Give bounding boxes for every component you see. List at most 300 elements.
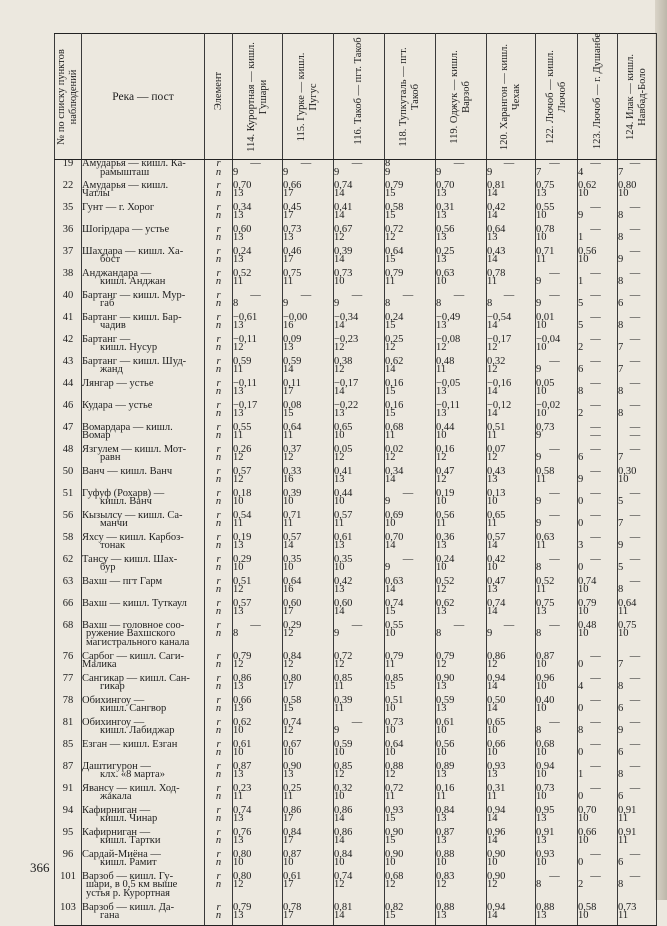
river-post-line: кишл. Лабиджар — [100, 725, 175, 737]
river-post-line: Вахш — пгт Гарм — [82, 575, 163, 587]
correlation-value: — — [629, 509, 641, 521]
header-station-115: 115. Гурке — кишл. Пугус — [283, 34, 334, 160]
river-post-cell — [82, 267, 205, 292]
correlation-value: 0,61 — [334, 531, 353, 543]
observation-count: 15 — [385, 835, 396, 847]
correlation-value: 0,82 — [385, 901, 404, 913]
correlation-value: 0,85 — [385, 672, 404, 684]
correlation-value: — — [629, 782, 641, 794]
element-symbol-r: r — [216, 597, 221, 609]
river-post-line: Тансу — кишл. Шах- — [82, 553, 178, 565]
correlation-value: 0,42 — [334, 575, 353, 587]
value-cell — [536, 672, 578, 697]
point-number-cell: 44 — [55, 380, 82, 402]
correlation-value: 0,61 — [233, 738, 252, 750]
element-symbol-n: n — [215, 606, 222, 618]
point-number-cell: 41 — [55, 314, 82, 336]
river-post-line: Лянгар — устье — [82, 377, 154, 389]
observation-count: 11 — [436, 791, 447, 803]
observation-count: 10 — [334, 430, 345, 442]
correlation-value: 0,35 — [334, 553, 353, 565]
observation-count: 9 — [536, 496, 542, 508]
correlation-value: 0,52 — [436, 575, 455, 587]
river-post-cell — [82, 487, 205, 512]
table-row — [55, 358, 657, 380]
correlation-value: 0,75 — [536, 179, 555, 191]
value-cell — [578, 672, 618, 697]
observation-count: 15 — [385, 386, 396, 398]
element-symbol-n: n — [215, 562, 222, 574]
observation-count: 11 — [487, 791, 498, 803]
observation-count: 10 — [436, 496, 447, 508]
value-cell — [487, 465, 536, 490]
correlation-value: 0,51 — [233, 575, 252, 587]
element-symbol-r: r — [216, 355, 221, 367]
correlation-value: 0,57 — [233, 597, 252, 609]
observation-count: 9 — [487, 628, 493, 640]
value-cell — [536, 267, 578, 292]
correlation-value: 0,84 — [283, 650, 302, 662]
correlation-value: 0,71 — [536, 245, 555, 257]
element-cell — [205, 355, 233, 380]
observation-count: 9 — [385, 166, 391, 178]
observation-count: 12 — [233, 584, 244, 596]
correlation-value: 0,89 — [436, 760, 455, 772]
element-cell — [205, 487, 233, 512]
element-cell — [205, 465, 233, 490]
correlation-value: — — [629, 487, 641, 499]
correlation-value: — — [629, 553, 641, 565]
correlation-value: −0,11 — [436, 399, 460, 411]
observation-count: 11 — [334, 703, 345, 715]
observation-count: 10 — [536, 681, 547, 693]
observation-count: 8 — [618, 386, 624, 398]
river-post-line: Сангикар — кишл. Сан- — [82, 672, 190, 684]
correlation-value: −0,11 — [233, 377, 257, 389]
correlation-value: 0,86 — [334, 826, 353, 838]
element-cell — [205, 575, 233, 600]
correlation-value: — — [629, 672, 641, 684]
correlation-value: 0,59 — [283, 355, 302, 367]
value-cell — [283, 848, 334, 873]
correlation-value: — — [590, 782, 601, 794]
value-cell — [334, 597, 385, 622]
table-row — [55, 675, 657, 697]
observation-count: 14 — [487, 681, 498, 693]
correlation-value: — — [629, 158, 641, 169]
correlation-value: — — [629, 738, 641, 750]
river-post-line: тонак — [100, 540, 126, 552]
river-post-line: Обихингоу — — [82, 716, 145, 728]
observation-count: 11 — [436, 518, 447, 530]
value-cell — [436, 901, 487, 926]
header-point-number: № по списку пунктов наблюдений — [55, 34, 82, 160]
correlation-value: 0,69 — [385, 509, 404, 521]
value-cell — [233, 179, 283, 204]
observation-count: 10 — [334, 562, 345, 574]
element-cell — [205, 738, 233, 763]
observation-count: 13 — [233, 769, 244, 781]
observation-count: 10 — [385, 857, 396, 869]
correlation-value: 0,50 — [487, 694, 506, 706]
table-row — [55, 719, 657, 741]
observation-count: 13 — [436, 188, 447, 200]
correlation-value: 0,62 — [385, 355, 404, 367]
value-cell — [334, 377, 385, 402]
table-row — [55, 785, 657, 807]
observation-count: 8 — [436, 628, 442, 640]
value-cell — [618, 804, 657, 829]
correlation-value: −0,17 — [487, 333, 512, 345]
correlation-value: — — [590, 158, 601, 169]
observation-count: 17 — [283, 835, 294, 847]
observation-count: 10 — [436, 430, 447, 442]
observation-count: 17 — [283, 813, 294, 825]
observation-count: 11 — [233, 430, 244, 442]
observation-count: 14 — [334, 606, 345, 618]
observation-count: 14 — [487, 835, 498, 847]
value-cell — [536, 650, 578, 675]
observation-count: — — [629, 430, 641, 442]
correlation-value: 0,59 — [233, 355, 252, 367]
correlation-value: 0,48 — [578, 619, 597, 631]
value-cell — [487, 848, 536, 873]
value-cell — [487, 201, 536, 226]
element-symbol-n: n — [215, 320, 222, 332]
value-cell — [487, 160, 536, 182]
correlation-value: — — [590, 201, 601, 213]
element-symbol-r: r — [216, 509, 221, 521]
correlation-value: — — [629, 694, 641, 706]
correlation-value: 0,87 — [233, 760, 252, 772]
observation-count: 11 — [618, 813, 629, 825]
value-cell — [385, 201, 436, 226]
element-symbol-n: n — [215, 857, 222, 869]
correlation-value: 0,66 — [233, 694, 252, 706]
observation-count: 14 — [283, 540, 294, 552]
observation-count: 10 — [536, 210, 547, 222]
correlation-value: 0,66 — [283, 179, 302, 191]
correlation-value: 0,73 — [385, 716, 404, 728]
element-symbol-r: r — [216, 201, 221, 213]
river-post-cell — [82, 597, 205, 622]
correlation-value: 0,34 — [233, 201, 252, 213]
value-cell — [283, 377, 334, 402]
value-cell — [385, 355, 436, 380]
value-cell — [385, 619, 436, 653]
value-cell — [578, 575, 618, 600]
observation-count: 15 — [385, 210, 396, 222]
value-cell — [233, 377, 283, 402]
observation-count: 13 — [233, 254, 244, 266]
value-cell — [233, 597, 283, 622]
element-symbol-r: r — [216, 760, 221, 772]
observation-count: 11 — [334, 681, 345, 693]
correlation-value: −0,11 — [233, 333, 257, 345]
correlation-value: −0,12 — [487, 399, 512, 411]
value-cell — [233, 201, 283, 226]
value-cell — [578, 848, 618, 873]
correlation-value: 0,41 — [334, 201, 353, 213]
value-cell — [487, 223, 536, 248]
correlation-value: 0,09 — [283, 333, 302, 345]
value-cell — [436, 267, 487, 292]
correlation-value: — — [549, 267, 560, 279]
observation-count: 1 — [578, 769, 584, 781]
value-cell — [487, 826, 536, 851]
point-number-cell: 43 — [55, 358, 82, 380]
observation-count: 10 — [334, 747, 345, 759]
value-cell — [283, 399, 334, 424]
element-symbol-r: r — [216, 267, 221, 279]
observation-count: 13 — [436, 320, 447, 332]
correlation-value: 0,05 — [536, 377, 555, 389]
value-cell — [618, 465, 657, 490]
observation-count: 14 — [385, 540, 396, 552]
observation-count: 9 — [385, 496, 391, 508]
correlation-value: 0,86 — [233, 672, 252, 684]
value-cell — [536, 597, 578, 622]
observation-count: 10 — [233, 747, 244, 759]
value-cell — [385, 245, 436, 270]
observation-count: 8 — [233, 628, 239, 640]
observation-count: 6 — [618, 747, 624, 759]
correlation-value: 0,64 — [487, 223, 506, 235]
observation-count: 6 — [618, 791, 624, 803]
observation-count: 3 — [578, 540, 584, 552]
value-cell — [436, 848, 487, 873]
observation-count: 15 — [385, 254, 396, 266]
observation-count: 15 — [385, 606, 396, 618]
value-cell — [283, 650, 334, 675]
value-cell — [536, 716, 578, 741]
observation-count: 10 — [436, 725, 447, 737]
value-cell — [385, 672, 436, 697]
value-cell — [233, 672, 283, 697]
correlation-value: 0,42 — [487, 553, 506, 565]
observation-count: 11 — [385, 791, 396, 803]
value-cell — [233, 443, 283, 468]
observation-count: 13 — [233, 408, 244, 420]
element-symbol-r: r — [216, 531, 221, 543]
value-cell — [283, 421, 334, 446]
value-cell — [233, 333, 283, 358]
value-cell — [536, 399, 578, 424]
correlation-value: 0,79 — [233, 650, 252, 662]
correlation-value: 0,58 — [578, 901, 597, 913]
value-cell — [436, 487, 487, 512]
value-cell — [536, 848, 578, 873]
river-post-line: Бартанг — кишл. Мур- — [82, 289, 186, 301]
point-number-cell: 37 — [55, 248, 82, 270]
correlation-value: 0,70 — [385, 531, 404, 543]
element-symbol-r: r — [216, 782, 221, 794]
value-cell — [233, 487, 283, 512]
table-row — [55, 424, 657, 446]
value-cell — [233, 267, 283, 292]
header-element: Элемент — [205, 34, 233, 160]
observation-count: 13 — [536, 606, 547, 618]
correlation-value: 0,62 — [578, 179, 597, 191]
observation-count: 9 — [233, 166, 239, 178]
value-cell — [487, 267, 536, 292]
value-cell — [536, 201, 578, 226]
table-row — [55, 248, 657, 270]
river-post-line: кишл. Нусур — [100, 342, 158, 354]
observation-count: 12 — [283, 628, 294, 640]
observation-count: 10 — [233, 562, 244, 574]
river-post-cell — [82, 826, 205, 851]
value-cell — [385, 760, 436, 785]
value-cell — [233, 870, 283, 904]
value-cell — [334, 267, 385, 292]
correlation-value: 0,62 — [233, 716, 252, 728]
value-cell — [487, 245, 536, 270]
observation-count: 8 — [536, 879, 542, 891]
table-row — [55, 270, 657, 292]
value-cell — [385, 531, 436, 556]
correlation-value: 0,70 — [578, 804, 597, 816]
table-row — [55, 160, 657, 182]
observation-count: 13 — [536, 910, 547, 922]
observation-count: 8 — [618, 681, 624, 693]
value-cell — [334, 870, 385, 904]
correlation-value: — — [629, 760, 641, 772]
observation-count: 10 — [334, 857, 345, 869]
correlation-value: 0,30 — [618, 465, 637, 477]
correlation-value: — — [351, 716, 363, 728]
value-cell — [487, 738, 536, 763]
value-cell — [233, 804, 283, 829]
observation-count: 10 — [618, 474, 629, 486]
observation-count: 9 — [618, 725, 624, 737]
value-cell — [334, 575, 385, 600]
element-symbol-n: n — [215, 364, 222, 376]
correlation-value: 0,59 — [334, 738, 353, 750]
point-number-cell: 38 — [55, 270, 82, 292]
correlation-value: 0,96 — [487, 826, 506, 838]
value-cell — [578, 245, 618, 270]
value-cell — [233, 575, 283, 600]
observation-count: 14 — [487, 320, 498, 332]
correlation-value: — — [549, 355, 560, 367]
value-cell — [487, 531, 536, 556]
observation-count: 16 — [283, 584, 294, 596]
correlation-value: 0,74 — [385, 597, 404, 609]
value-cell — [283, 179, 334, 204]
correlation-value: 0,73 — [536, 782, 555, 794]
observation-count: 14 — [487, 703, 498, 715]
header-station-122: 122. Лючоб — кишл. Лючоб — [536, 34, 578, 160]
river-post-cell — [82, 716, 205, 741]
observation-count: 13 — [487, 232, 498, 244]
observation-count: 6 — [578, 364, 584, 376]
element-symbol-n: n — [215, 910, 222, 922]
header-station-123: 123. Лючоб — г. Душанбе — [578, 34, 618, 160]
observation-count: 10 — [283, 562, 294, 574]
value-cell — [334, 509, 385, 534]
value-cell — [385, 465, 436, 490]
river-post-cell — [82, 289, 205, 314]
element-symbol-n: n — [215, 703, 222, 715]
observation-count: 13 — [436, 408, 447, 420]
value-cell — [283, 311, 334, 336]
value-cell — [436, 160, 487, 182]
correlation-value: −0,61 — [233, 311, 258, 323]
correlation-value: 0,52 — [233, 267, 252, 279]
correlation-value: 0,52 — [536, 575, 555, 587]
observation-count: 11 — [618, 910, 629, 922]
correlation-value: 0,47 — [487, 575, 506, 587]
correlation-value: 0,68 — [385, 421, 404, 433]
point-number-cell: 36 — [55, 226, 82, 248]
value-cell — [536, 760, 578, 785]
correlation-value: — — [629, 289, 641, 301]
observation-count: 0 — [578, 518, 584, 530]
correlation-value: 0,31 — [436, 201, 455, 213]
element-symbol-r: r — [216, 158, 221, 169]
correlation-value: 0,56 — [436, 509, 455, 521]
correlation-value: 0,80 — [233, 848, 252, 860]
observation-count: 9 — [487, 166, 493, 178]
value-cell — [578, 201, 618, 226]
correlation-value: 0,90 — [487, 848, 506, 860]
correlation-value: 0,64 — [618, 597, 637, 609]
value-cell — [283, 289, 334, 314]
river-post-line: Чатлы — [82, 188, 110, 200]
river-post-cell — [82, 650, 205, 675]
element-symbol-r: r — [216, 650, 221, 662]
value-cell — [487, 575, 536, 600]
value-cell — [618, 311, 657, 336]
element-symbol-r: r — [216, 245, 221, 257]
correlation-value: 0,86 — [487, 650, 506, 662]
correlation-value: 0,16 — [385, 399, 404, 411]
correlation-value: 0,01 — [536, 311, 555, 323]
correlation-value: — — [351, 158, 363, 169]
correlation-value: 0,79 — [385, 267, 404, 279]
observation-count: 13 — [436, 813, 447, 825]
value-cell — [283, 782, 334, 807]
point-number-cell: 46 — [55, 402, 82, 424]
river-post-line: манчи — [100, 518, 128, 530]
table-row — [55, 226, 657, 248]
observation-count: 13 — [487, 474, 498, 486]
value-cell — [578, 223, 618, 248]
correlation-value: 0,25 — [385, 333, 404, 345]
value-cell — [578, 597, 618, 622]
river-post-cell — [82, 201, 205, 226]
observation-count: 10 — [578, 628, 589, 640]
value-cell — [618, 575, 657, 600]
correlation-value: 0,91 — [618, 804, 637, 816]
correlation-value: 0,61 — [436, 716, 455, 728]
observation-count: 11 — [436, 364, 447, 376]
element-symbol-n: n — [215, 452, 222, 464]
value-cell — [578, 694, 618, 719]
correlation-value: 0,93 — [487, 760, 506, 772]
observation-count: 12 — [233, 879, 244, 891]
river-post-cell — [82, 619, 205, 653]
river-post-line: жанд — [100, 364, 123, 376]
value-cell — [385, 553, 436, 578]
value-cell — [618, 289, 657, 314]
observation-count: 10 — [385, 747, 396, 759]
river-post-line: ружение Вахшского — [86, 628, 176, 640]
correlation-value: 0,32 — [334, 782, 353, 794]
table-row — [55, 697, 657, 719]
correlation-value: −0,34 — [334, 311, 359, 323]
